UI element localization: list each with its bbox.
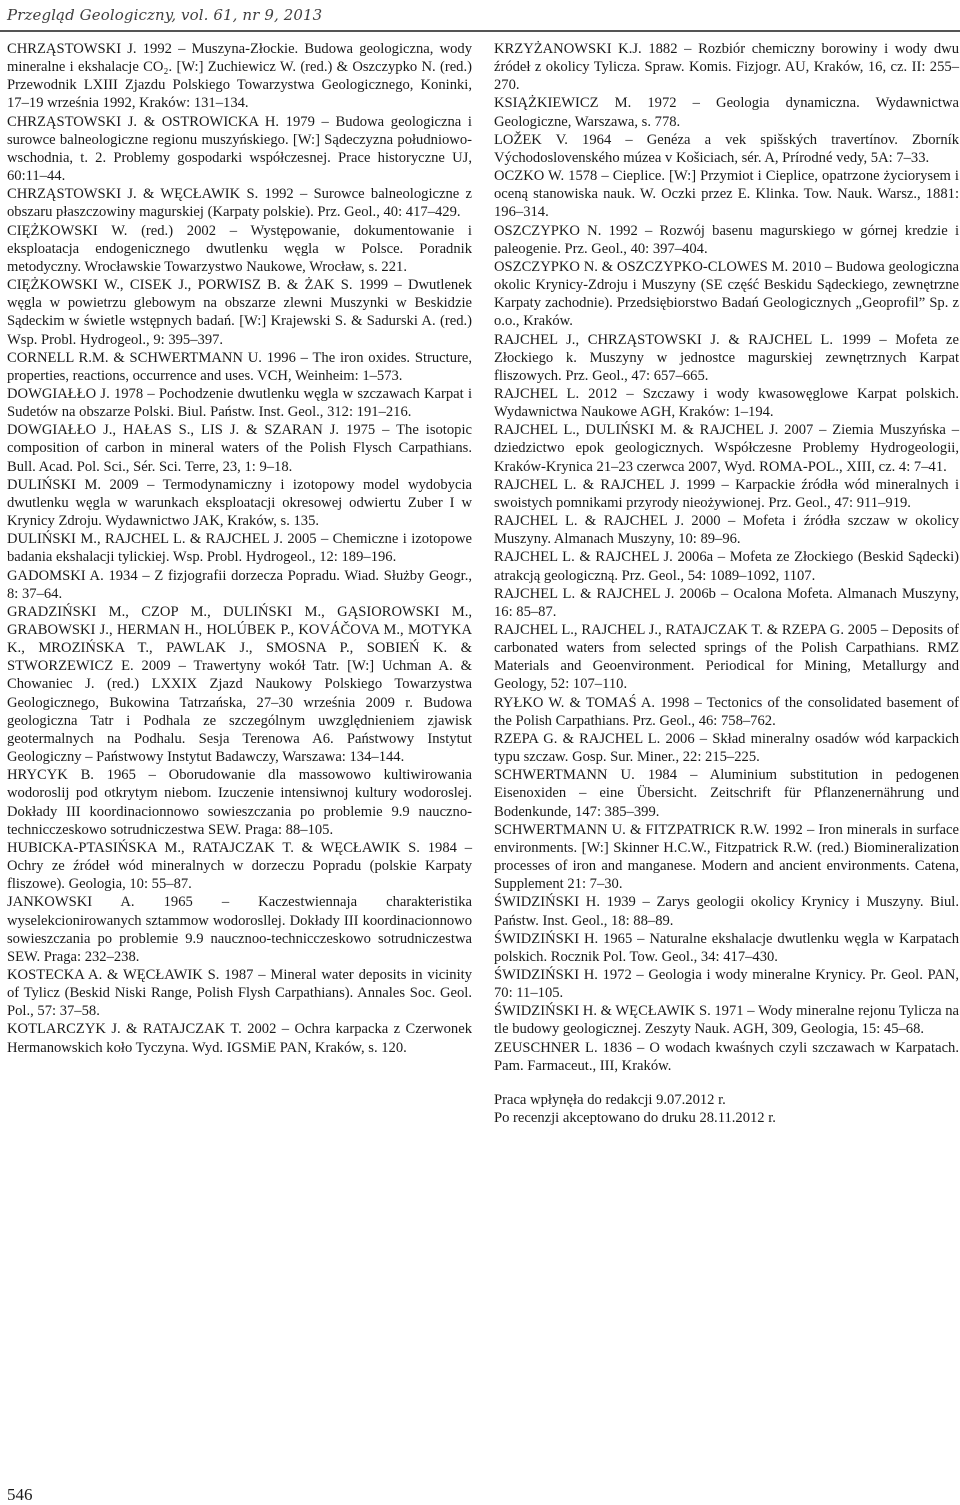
reference-entry: OSZCZYPKO N. 1992 – Rozwój basenu magurskiego w górnej kredzie i paleogenie. Prz. Geol., 40: 397–404.: [494, 222, 959, 257]
reference-entry: RAJCHEL L. & RAJCHEL J. 2006b – Ocalona Mofeta. Almanach Muszyny, 16: 85–87.: [494, 585, 959, 620]
reference-entry: RYŁKO W. & TOMAŚ A. 1998 – Tectonics of the consolidated basement of the Polish Carpathians. Prz. Geol., 46: 758–762.: [494, 694, 959, 729]
reference-entry: ŚWIDZIŃSKI H. 1972 – Geologia i wody mineralne Krynicy. Pr. Geol. PAN, 70: 11–105.: [494, 966, 959, 1002]
reference-entry: RAJCHEL L. 2012 – Szczawy i wody kwasowęglowe Karpat polskich. Wydawnictwa Naukowe AGH, Kraków: 1–194.: [494, 385, 959, 421]
reference-entry: ŚWIDZIŃSKI H. 1939 – Zarys geologii okolicy Krynicy i Muszyny. Biul. Państw. Inst. Geol., 18: 88–89.: [494, 894, 959, 929]
reference-entry: DOWGIAŁŁO J. 1978 – Pochodzenie dwutlenku węgla w szczawach Karpat i Sudetów na obszarze Polski. Biul. Państw. Inst. Geol., 312: 191–216.: [7, 385, 472, 421]
reference-entry: CIĘŻKOWSKI W., CISEK J., PORWISZ B. & ŻAK S. 1999 – Dwutlenek węgla w powietrzu glebowym na obszarze zlewni Muszynki w Beskidzie Sądeckim w świetle wstępnych badań. [W:] Krajewski S. & Sadurski A. (red.) Wsp. Probl. Hydrogeol., 9: 395–397.: [7, 277, 472, 348]
reference-entry: CHRZĄSTOWSKI J. 1992 – Muszyna-Złockie. Budowa geologiczna, wody mineralne i ekshalacje CO₂. [W:] Zuchiewicz W. (red.) & Oszczypko N. (red.) Przewodnik LXIII Zjazdu Polskiego Towarzystwa Geologicznego, Koninki, 17–19 września 1992, Kraków: 131–134.: [7, 41, 472, 112]
reference-entry: ŚWIDZIŃSKI H. 1965 – Naturalne ekshalacje dwutlenku węgla w Karpatach polskich. Rocznik Pol. Tow. Geol., 34: 417–430.: [494, 930, 959, 965]
reference-entry: CIĘŻKOWSKI W. (red.) 2002 – Występowanie, dokumentowanie i eksploatacja endogenicznego dwutlenku węgla w Polsce. Poradnik metodyczny. Wrocławskie Towarzystwo Naukowe, Wrocław, s. 221.: [7, 222, 472, 275]
reference-entry: HUBICKA-PTASIŃSKA M., RATAJCZAK T. & WĘCŁAWIK S. 1984 – Ochry ze źródeł wód mineralnych w dorzeczu Popradu (polskie Karpaty fliszowe). Geologia, 10: 55–87.: [7, 839, 472, 893]
reference-entry: HRYCYK B. 1965 – Oborudowanie dla massowowo kultiwirowania wodoroslij pod otkrytym niebom. Izuczenie intensiwnoj kultury wodoroslej. Dokłady III koordinacionnowo sowieszczania po problemie 9.9 nauczno-technicczeskowo sotrudniczestwa SEW. Praga: 88–105.: [7, 767, 472, 838]
reference-entry: DULIŃSKI M. 2009 – Termodynamiczny i izotopowy model wydobycia dwutlenku węgla w warunkach eksploatacji okresowej odwiertu Zuber I w Krynicy Zdroju. Wydawnictwo JAK, Kraków, s. 135.: [7, 476, 472, 530]
accepted-note: Po recenzji akceptowano do druku 28.11.2012 r.: [494, 1110, 776, 1127]
reference-entry: DOWGIAŁŁO J., HAŁAS S., LIS J. & SZARAN J. 1975 – The isotopic composition of carbon in mineral waters of the Polish Flysch Carpathians. Bull. Acad. Pol. Sci., Sér. Sci. Terre, 23, 1: 9–18.: [7, 422, 472, 475]
reference-entry: RAJCHEL L. & RAJCHEL J. 2000 – Mofeta i źródła szczaw w okolicy Muszyny. Almanach Muszyny, 10: 89–96.: [494, 513, 959, 548]
header-divider: [0, 30, 960, 32]
references-left-column: [7, 40, 472, 1057]
reference-entry: CHRZĄSTOWSKI J. & WĘCŁAWIK S. 1992 – Surowce balneologiczne z obszaru płaszczowiny magurskiej (Karpaty polskie). Prz. Geol., 40: 417–429.: [7, 186, 472, 221]
reference-entry: SCHWERTMANN U. & FITZPATRICK R.W. 1992 – Iron minerals in surface environments. [W:] Skinner H.C.W., Fitzpatrick R.W. (red.) Biomineralization processes of iron and manganese. Modern and ancient environments. Catena, Supplement 21: 7–30.: [494, 821, 959, 893]
reference-entry: KOSTECKA A. & WĘCŁAWIK S. 1987 – Mineral water deposits in vicinity of Tylicz (Beskid Niski Range, Polish Flysh Carpathians). Annales Soc. Geol. Pol., 57: 37–58.: [7, 966, 472, 1020]
journal-header: Przegląd Geologiczny, vol. 61, nr 9, 2013: [7, 6, 323, 24]
reference-entry: KRZYŻANOWSKI K.J. 1882 – Rozbiór chemiczny borowiny i wody dwu źródeł z okolicy Tylicza. Spraw. Komis. Fizjogr. AU, Kraków, 16, cz. II: 255–270.: [494, 41, 959, 94]
reference-entry: LOŽEK V. 1964 – Genéza a vek spišských travertínov. Zborník Východoslovenského múzea v Košiciach, sér. A, Prírodné vedy, 5A: 7–33.: [494, 131, 959, 166]
reference-entry: RAJCHEL L. & RAJCHEL J. 2006a – Mofeta ze Złockiego (Beskid Sądecki) atrakcją geologiczną. Prz. Geol., 54: 1089–1092, 1107.: [494, 549, 959, 584]
reference-entry: RZEPA G. & RAJCHEL L. 2006 – Skład mineralny osadów wód karpackich typu szczaw. Gosp. Sur. Miner., 22: 215–225.: [494, 730, 959, 766]
reference-entry: CORNELL R.M. & SCHWERTMANN U. 1996 – The iron oxides. Structure, properties, reactions, occurrence and uses. VCH, Weinheim: 1–573.: [7, 349, 472, 384]
reference-entry: RAJCHEL L. & RAJCHEL J. 1999 – Karpackie źródła wód mineralnych i swoistych pomnikami przyrody nieożywionej. Prz. Geol., 47: 911–919.: [494, 476, 959, 511]
reference-entry: KSIĄŻKIEWICZ M. 1972 – Geologia dynamiczna. Wydawnictwa Geologiczne, Warszawa, s. 778.: [494, 95, 959, 130]
page-number: 546: [7, 1485, 33, 1504]
reference-entry: ŚWIDZIŃSKI H. & WĘCŁAWIK S. 1971 – Wody mineralne rejonu Tylicza na tle budowy geologicznej. Zeszyty Nauk. AGH, 309, Geologia, 15: 45–68.: [494, 1003, 959, 1038]
reference-entry: ZEUSCHNER L. 1836 – O wodach kwaśnych czyli szczawach w Karpatach. Pam. Farmaceut., III, Kraków.: [494, 1039, 959, 1074]
references-right-column: [494, 40, 959, 1127]
reference-entry: GRADZIŃSKI M., CZOP M., DULIŃSKI M., GĄSIOROWSKI M., GRABOWSKI J., HERMAN H., HOLÚBEK P., KOVÁČOVA M., MOTYKA K., MROZIŃSKA T., PAWLAK J., SMOSNA P., SOBIEŃ K. & STWORZEWICZ E. 2009 – Trawertyny wokół Tatr. [W:] Uchman A. & Chowaniec J. (red.) LXXIX Zjazd Naukowy Polskiego Towarzystwa Geologicznego, Bukowina Tatrzańska, 27–30 września 2009 r. Budowa geologiczna Tatr i Podhala ze szczególnym uwzględnieniem zjawisk geotermalnych na Podhalu. Sesja Terenowa A6. Państwowy Instytut Geologiczny – Państwowy Instytut Badawczy, Warszawa: 134–144.: [7, 603, 472, 766]
reference-entry: CHRZĄSTOWSKI J. & OSTROWICKA H. 1979 – Budowa geologiczna i surowce balneologiczne regionu muszyńskiego. [W:] Sądeczyzna południowo-wschodnia, t. 2. Problemy gospodarki współczesnej. Prace historyczne UJ, 60:11–44.: [7, 113, 472, 185]
reference-entry: RAJCHEL L., RAJCHEL J., RATAJCZAK T. & RZEPA G. 2005 – Deposits of carbonated waters from selected springs of the Polish Carpathians. RMZ Materials and Geoenvironment. Periodical for Mining, Metallurgy and Geology, 52: 107–110.: [494, 622, 959, 693]
reference-entry: KOTLARCZYK J. & RATAJCZAK T. 2002 – Ochra karpacka z Czerwonek Hermanowskich koło Tyczyna. Wyd. IGSMiE PAN, Kraków, s. 120.: [7, 1021, 472, 1056]
reference-entry: GADOMSKI A. 1934 – Z fizjografii dorzecza Popradu. Wiad. Służby Geogr., 8: 37–64.: [7, 567, 472, 602]
received-note: Praca wpłynęła do redakcji 9.07.2012 r.: [494, 1091, 726, 1108]
references-right-list: [494, 40, 959, 1075]
reference-entry: DULIŃSKI M., RAJCHEL L. & RAJCHEL J. 2005 – Chemiczne i izotopowe badania ekshalacji tylickiej. Wsp. Probl. Hydrogeol., 12: 189–196.: [7, 531, 472, 566]
reference-entry: OSZCZYPKO N. & OSZCZYPKO-CLOWES M. 2010 – Budowa geologiczna okolic Krynicy-Zdroju i Muszyny (SE część Beskidu Sądeckiego, zewnętrzne Karpaty zachodnie). Przedsiębiorstwo Badań Geologicznych „Geoprofil” Sp. z o.o., Kraków.: [494, 258, 959, 330]
reference-entry: RAJCHEL L., DULIŃSKI M. & RAJCHEL J. 2007 – Ziemia Muszyńska – dziedzictwo epok geologicznych. Współczesne Problemy Hydrogeologii, Kraków-Krynica 21–23 czerwca 2007, Wyd. ROMA-POL., XIII, cz. 4: 7–41.: [494, 422, 959, 475]
reference-entry: OCZKO W. 1578 – Cieplice. [W:] Przymiot i Cieplice, opatrzone życiorysem i oceną stanowiska nauk. W. Oczki przez E. Klinka. Tow. Nauk. Warsz., 1881: 196–314.: [494, 168, 959, 221]
reference-entry: SCHWERTMANN U. 1984 – Aluminium substitution in pedogenen Eisenoxiden – eine Übersicht. Zeitschrift für Pflanzenernährung und Bodenkunde, 147: 385–399.: [494, 767, 959, 820]
reference-entry: RAJCHEL J., CHRZĄSTOWSKI J. & RAJCHEL L. 1999 – Mofeta ze Złockiego k. Muszyny w jednostce magurskiej zewnętrznych Karpat fliszowych. Prz. Geol., 47: 657–665.: [494, 331, 959, 384]
reference-entry: JANKOWSKI A. 1965 – Kaczestwiennaja charakteristika wyselekcionirowanych sztammow wodorosllej. Dokłady III koordinacionnowo sowieszczania po problemie 9.9 naucznoo-technicczeskowo sotrudniczestwa SEW. Praga: 232–238.: [7, 894, 472, 965]
